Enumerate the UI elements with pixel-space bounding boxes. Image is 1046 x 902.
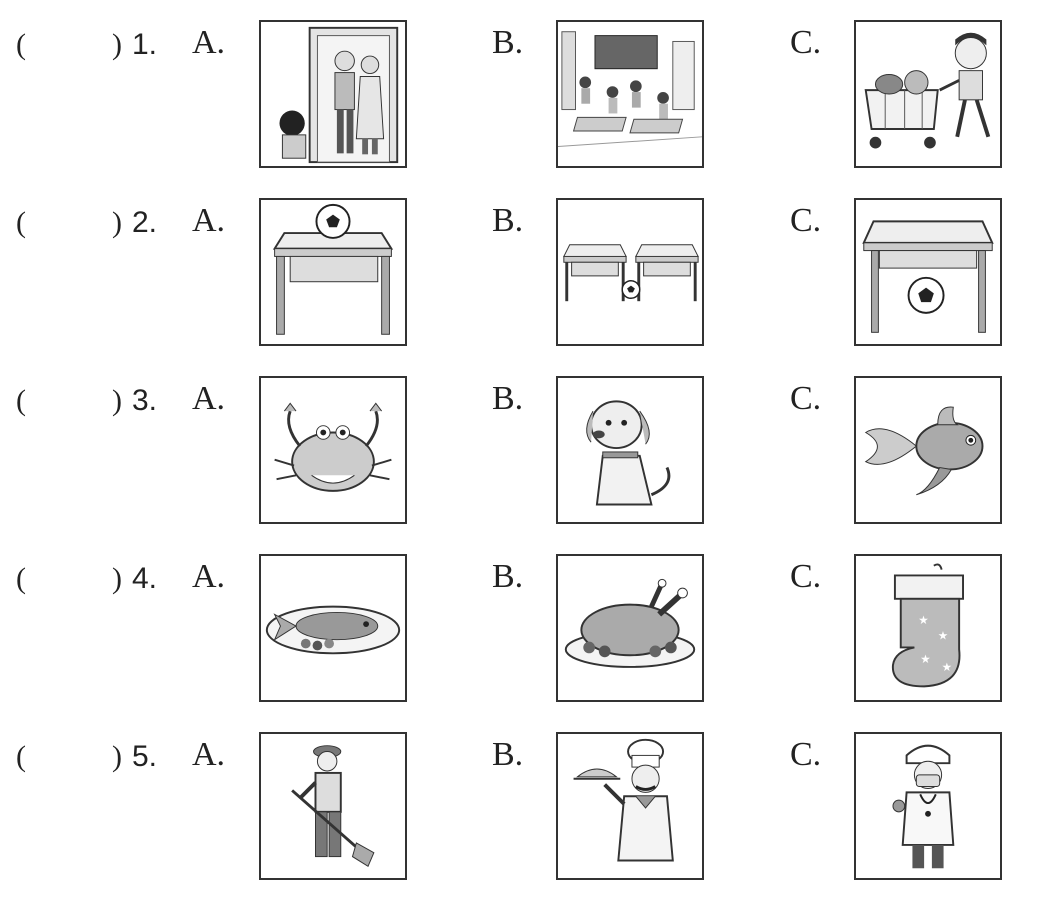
option-label-c: C. [790,202,822,239]
option-label-c: C. [790,736,822,773]
answer-blank-open: ( [16,384,26,417]
crab-picture[interactable] [259,376,407,524]
question-row-3 [0,376,1046,546]
answer-blank-close: ) [112,384,122,417]
ball-under-desk-picture[interactable] [854,198,1002,346]
question-row-4 [0,554,1046,724]
option-label-b: B. [492,24,524,61]
question-number: 4. [132,562,158,595]
option-label-b: B. [492,380,524,417]
grandparents-visit-picture[interactable] [259,20,407,168]
question-row-2 [0,198,1046,368]
answer-blank-open: ( [16,28,26,61]
svg-text:★: ★ [920,652,931,667]
answer-blank-close: ) [112,740,122,773]
question-row-5 [0,732,1046,902]
option-label-c: C. [790,380,822,417]
question-number: 1. [132,28,158,61]
christmas-stocking-picture[interactable] [854,554,1002,702]
option-label-a: A. [192,736,226,773]
chef-picture[interactable] [556,732,704,880]
svg-text:★: ★ [918,613,929,628]
option-label-c: C. [790,24,822,61]
option-label-a: A. [192,558,226,595]
option-label-c: C. [790,558,822,595]
option-label-b: B. [492,736,524,773]
boy-shopping-cart-picture[interactable] [854,20,1002,168]
question-number: 2. [132,206,158,239]
classroom-picture[interactable] [556,20,704,168]
farmer-with-shovel-picture[interactable] [259,732,407,880]
roast-turkey-picture[interactable] [556,554,704,702]
answer-blank-close: ) [112,28,122,61]
option-label-a: A. [192,24,226,61]
dog-picture[interactable] [556,376,704,524]
option-label-b: B. [492,558,524,595]
question-number: 3. [132,384,158,417]
answer-blank-close: ) [112,562,122,595]
svg-text:★: ★ [937,628,949,643]
answer-blank-open: ( [16,740,26,773]
option-label-b: B. [492,202,524,239]
goldfish-picture[interactable] [854,376,1002,524]
answer-blank-open: ( [16,206,26,239]
ball-on-desk-picture[interactable] [259,198,407,346]
option-label-a: A. [192,202,226,239]
ball-between-desks-picture[interactable] [556,198,704,346]
fish-dish-picture[interactable] [259,554,407,702]
question-number: 5. [132,740,158,773]
answer-blank-open: ( [16,562,26,595]
doctor-picture[interactable] [854,732,1002,880]
option-label-a: A. [192,380,226,417]
svg-text:★: ★ [941,659,953,674]
question-row-1 [0,20,1046,190]
answer-blank-close: ) [112,206,122,239]
